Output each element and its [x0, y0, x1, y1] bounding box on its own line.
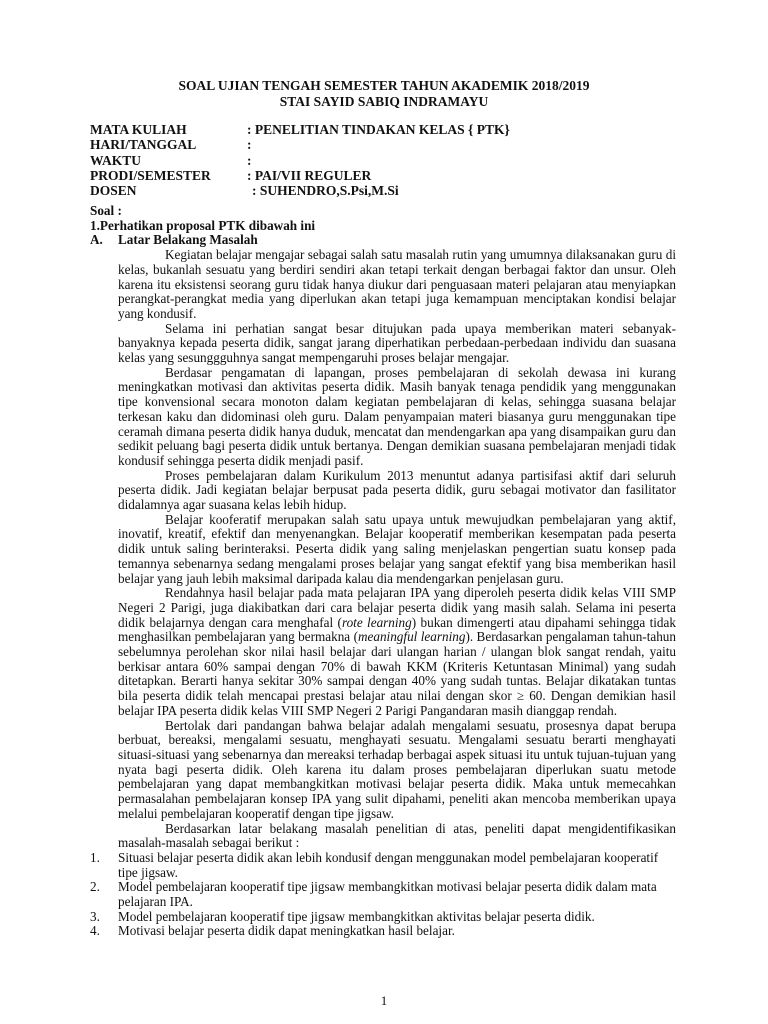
paragraph-3: Berdasar pengamatan di lapangan, proses pembelajaran di sekolah dewasa ini kurang meningkatkan motivasi dan aktivitas peserta didik. Masih banyak tenaga pendidik yang menggunakan tipe konvensional secara monoton dalam kegiatan pembelajaran di kelas, sehingga suasana belajar terkesan kaku dan didominasi oleh guru. Dalam penyampaian materi biasanya guru menggunakan tipe ceramah dimana peserta didik hanya duduk, mencatat dan mendengarkan apa yang disampaikan guru dan sedikit peluang bagi peserta didik untuk bertanya. Dengan demikian suasana pembelajaran menjadi tidak kondusif sehingga peserta didik menjadi pasif. [118, 364, 676, 468]
paragraph-6-part-a: Rendahnya hasil belajar pada mata pelajaran IPA yang diperoleh peserta didik kelas VIII SMP Negeri 2 Parigi, juga diakibatkan dari cara belajar peserta didik yang masih salah. Selama ini peserta didik belajarnya dengan cara menghafal ( [118, 585, 676, 630]
paragraph-6 [118, 586, 676, 718]
question-text: 1.Perhatikan proposal PTK dibawah ini [90, 217, 316, 233]
page-number: 1 [380, 993, 388, 1008]
exam-header [0, 78, 768, 110]
info-value: : [247, 137, 252, 153]
rote-learning-term: rote learning [341, 614, 412, 630]
paragraph-7: Bertolak dari pandangan bahwa belajar adalah mengalami sesuatu, prosesnya dapat berupa berbuat, bereaksi, mengalami sesuatu, menghayati sesuatu. Mengalami sesuatu berarti menghayati situasi-situasi yang sebenarnya dan mereaksi terhadap berbagai aspek situasi itu untuk tujuan-tujuan yang nyata bagi peserta didik. Oleh karena itu dalam proses pembelajaran diperlukan suatu metode pembelajaran yang dapat membangkitkan motivasi belajar peserta didik. Maka untuk memecahkan permasalahan pembelajaran konsep IPA yang sulit dipahami, peneliti akan mencoba memberikan upaya melalui pembelajaran kooperatif dengan tipe jigsaw. [118, 717, 676, 821]
soal-label: Soal : [90, 203, 122, 218]
list-number: 2. [90, 879, 100, 895]
section-heading [90, 233, 676, 248]
problem-list [90, 849, 676, 939]
list-item [90, 908, 676, 925]
info-value: : SUHENDRO,S.Psi,M.Si [252, 183, 399, 199]
exam-title: SOAL UJIAN TENGAH SEMESTER TAHUN AKADEMIK 2018/2019 [178, 78, 590, 93]
exam-body [90, 204, 676, 939]
paragraph-6-part-c: ). Berdasarkan pengalaman tahun-tahun sebelumnya perolehan skor nilai hasil belajar dari ulangan harian / ulangan blok sangat rendah, yaitu berkisar antara 60% sampai dengan 70% di bawah KKM (Kriteris Ketuntasan Minimal) yang sudah ditetapkan. Berarti hanya sekitar 30% sampai dengan 40% yang sudah tuntas. Belajar dikatakan tuntas bila peserta didik telah mencapai prestasi belajar atau nilai dengan skor ≥ 60. Dengan demikian hasil belajar IPA peserta didik kelas VIII SMP Negeri 2 Parigi Pangandaran masih dianggap rendah. [118, 629, 676, 718]
list-item [90, 849, 676, 880]
paragraph-4: Proses pembelajaran dalam Kurikulum 2013 menuntut adanya partisifasi aktif dari seluruh peserta didik. Jadi kegiatan belajar berpusat pada peserta didik, guru sebagai motivator dan fasilitator didalamnya agar suasana kelas lebih hidup. [118, 467, 676, 513]
section-content [90, 247, 676, 939]
meaningful-learning-term: meaningful learning [357, 629, 466, 645]
list-item [90, 923, 676, 939]
info-label: DOSEN [90, 183, 137, 199]
list-text: Situasi belajar peserta didik akan lebih kondusif dengan menggunakan model pembelajaran kooperatif tipe jigsaw. [118, 849, 659, 880]
institution-name: STAI SAYID SABIQ INDRAMAYU [279, 94, 489, 109]
list-text: Model pembelajaran kooperatif tipe jigsaw membangkitkan aktivitas belajar peserta didik. [118, 908, 595, 924]
info-value: : PAI/VII REGULER [247, 167, 372, 183]
paragraph-2: Selama ini perhatian sangat besar ditujukan pada upaya memberikan materi sebanyak-banyaknya kepada peserta didik, sangat jarang diperhatikan perbedaan-perbedaan individu dan suasana kelas yang sesunggguhnya sangat mempengaruhi proses belajar mengajar. [118, 320, 676, 366]
paragraph-6-part-b: ) bukan dimengerti atau dipahami sehingga tidak menghasilkan pembelajaran yang bermakna ( [118, 614, 676, 645]
section-letter: A. [90, 232, 103, 248]
paragraph-8: Berdasarkan latar belakang masalah penelitian di atas, peneliti dapat mengidentifikasikan masalah-masalah sebagai berikut : [118, 820, 676, 851]
list-text: Motivasi belajar peserta didik dapat meningkatkan hasil belajar. [118, 923, 455, 939]
paragraph-5: Belajar kooferatif merupakan salah satu upaya untuk mewujudkan pembelajaran yang aktif, inovatif, kreatif, efektif dan menyenangkan. Belajar kooperatif memberikan kesempatan pada peserta didik untuk saling berinteraksi. Peserta didik yang saling menjelaskan pengertian suatu konsep pada temannya sebenarnya sedang mengalami proses belajar yang sangat efektif yang bisa memberikan hasil belajar yang jauh lebih maksimal daripada kalau dia mendengarkan penjelasan guru. [118, 511, 676, 586]
info-label: MATA KULIAH [90, 122, 187, 137]
info-value: : [247, 152, 252, 168]
info-value: : PENELITIAN TINDAKAN KELAS { PTK} [247, 122, 510, 137]
section-title: Latar Belakang Masalah [118, 232, 258, 248]
paragraph-1: Kegiatan belajar mengajar sebagai salah satu masalah rutin yang umumnya dilaksanakan guru di kelas, bukanlah sesuatu yang berdiri sendiri akan tetapi terkait dengan berbagai faktor dan unsur. Oleh karena itu eksistensi seorang guru tidak hanya diukur dari penguasaan materi pelajaran atau menyiapkan perangkat-perangkat media yang diperlukan akan tetapi juga kemampuan menciptakan kondisi belajar yang kondusif. [118, 247, 676, 321]
list-item [90, 879, 676, 910]
list-text: Model pembelajaran kooperatif tipe jigsaw membangkitkan motivasi belajar peserta didik dalam mata pelajaran IPA. [118, 879, 657, 910]
list-number: 3. [90, 908, 100, 924]
list-number: 4. [90, 923, 100, 939]
info-label: HARI/TANGGAL [90, 137, 197, 153]
info-label: WAKTU [90, 152, 142, 168]
list-number: 1. [90, 849, 100, 865]
info-label: PRODI/SEMESTER [90, 167, 211, 183]
